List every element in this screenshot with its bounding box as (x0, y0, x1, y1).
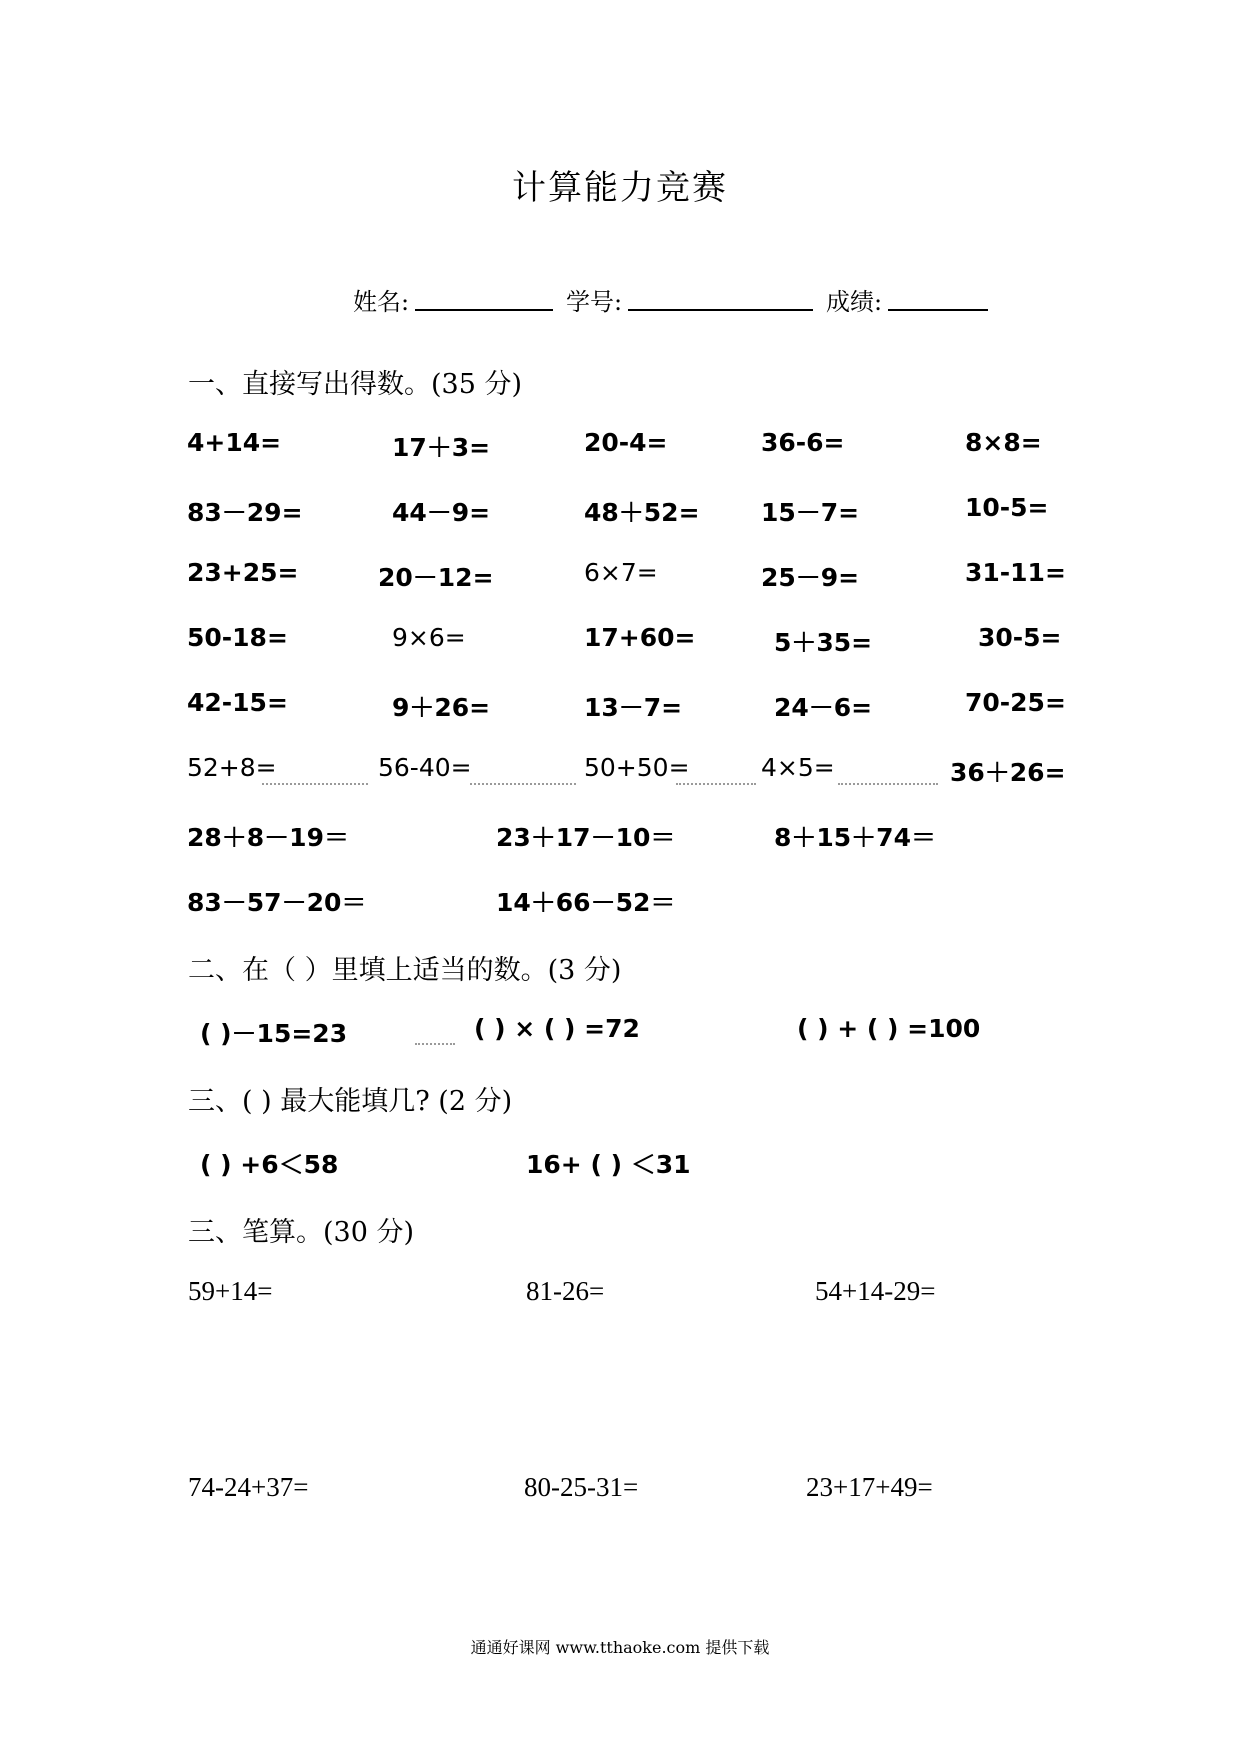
fill-blank-problem: ( ) + ( ) =100 (797, 1014, 981, 1043)
problem: 83－29= (187, 498, 303, 527)
written-problem: 54+14-29= (815, 1276, 936, 1306)
written-problem: 74-24+37= (188, 1472, 309, 1502)
written-problem: 81-26= (526, 1276, 605, 1306)
name-label: 姓名: (353, 288, 410, 316)
problem: 36＋26= (950, 758, 1066, 787)
problem: 14＋66－52＝ (496, 888, 676, 917)
problem: 13－7= (584, 693, 683, 722)
problem: 36-6= (761, 428, 845, 457)
problem: 8×8= (965, 428, 1042, 457)
problem: 10-5= (965, 493, 1049, 522)
written-problem: 80-25-31= (524, 1472, 639, 1502)
section2-heading: 二、在（ ）里填上适当的数。(3 分) (188, 955, 622, 986)
problem: 30-5= (978, 623, 1062, 652)
problem: 50-18= (187, 623, 288, 652)
problem: 20－12= (378, 563, 494, 592)
page-title: 计算能力竞赛 (512, 168, 728, 208)
problem: 28＋8－19＝ (187, 823, 349, 852)
fill-blank-problem: ( )－15=23 (200, 1019, 348, 1048)
score-label: 成绩: (826, 288, 883, 316)
name-blank[interactable] (415, 309, 553, 311)
problem: 5＋35= (774, 628, 873, 657)
student-id-label: 学号: (566, 288, 623, 316)
student-id-blank[interactable] (628, 309, 813, 311)
fill-blank-problem: 16+ ( ) ＜31 (526, 1150, 691, 1179)
problem: 70-25= (965, 688, 1066, 717)
dotted-divider (676, 783, 756, 785)
problem: 8＋15＋74＝ (774, 823, 936, 852)
dotted-divider (262, 783, 368, 785)
problem: 48＋52= (584, 498, 700, 527)
fill-blank-problem: ( ) +6＜58 (200, 1150, 339, 1179)
problem: 4+14= (187, 428, 282, 457)
problem: 17+60= (584, 623, 696, 652)
problem: 56-40= (378, 753, 472, 782)
score-blank[interactable] (888, 309, 988, 311)
written-problem: 23+17+49= (806, 1472, 933, 1502)
problem: 4×5= (761, 753, 835, 782)
dotted-divider (470, 783, 576, 785)
problem: 23＋17－10＝ (496, 823, 676, 852)
problem: 23+25= (187, 558, 299, 587)
problem: 9＋26= (392, 693, 491, 722)
problem: 17＋3= (392, 433, 491, 462)
problem: 50+50= (584, 753, 690, 782)
footer-source: 通通好课网 www.tthaoke.com 提供下载 (470, 1638, 770, 1657)
problem: 83－57－20＝ (187, 888, 367, 917)
section4-heading: 三、笔算。(30 分) (188, 1217, 415, 1248)
problem: 24－6= (774, 693, 873, 722)
problem: 44－9= (392, 498, 491, 527)
problem: 25－9= (761, 563, 860, 592)
written-problem: 59+14= (188, 1276, 273, 1306)
problem: 31-11= (965, 558, 1066, 587)
problem: 52+8= (187, 753, 277, 782)
problem: 20-4= (584, 428, 668, 457)
section1-heading: 一、直接写出得数。(35 分) (188, 369, 523, 400)
section3-heading: 三、( ) 最大能填几? (2 分) (188, 1086, 513, 1117)
problem: 42-15= (187, 688, 288, 717)
dotted-divider (415, 1043, 455, 1045)
problem: 15－7= (761, 498, 860, 527)
dotted-divider (838, 783, 938, 785)
problem: 6×7= (584, 558, 658, 587)
fill-blank-problem: ( ) × ( ) =72 (474, 1014, 640, 1043)
problem: 9×6= (392, 623, 466, 652)
